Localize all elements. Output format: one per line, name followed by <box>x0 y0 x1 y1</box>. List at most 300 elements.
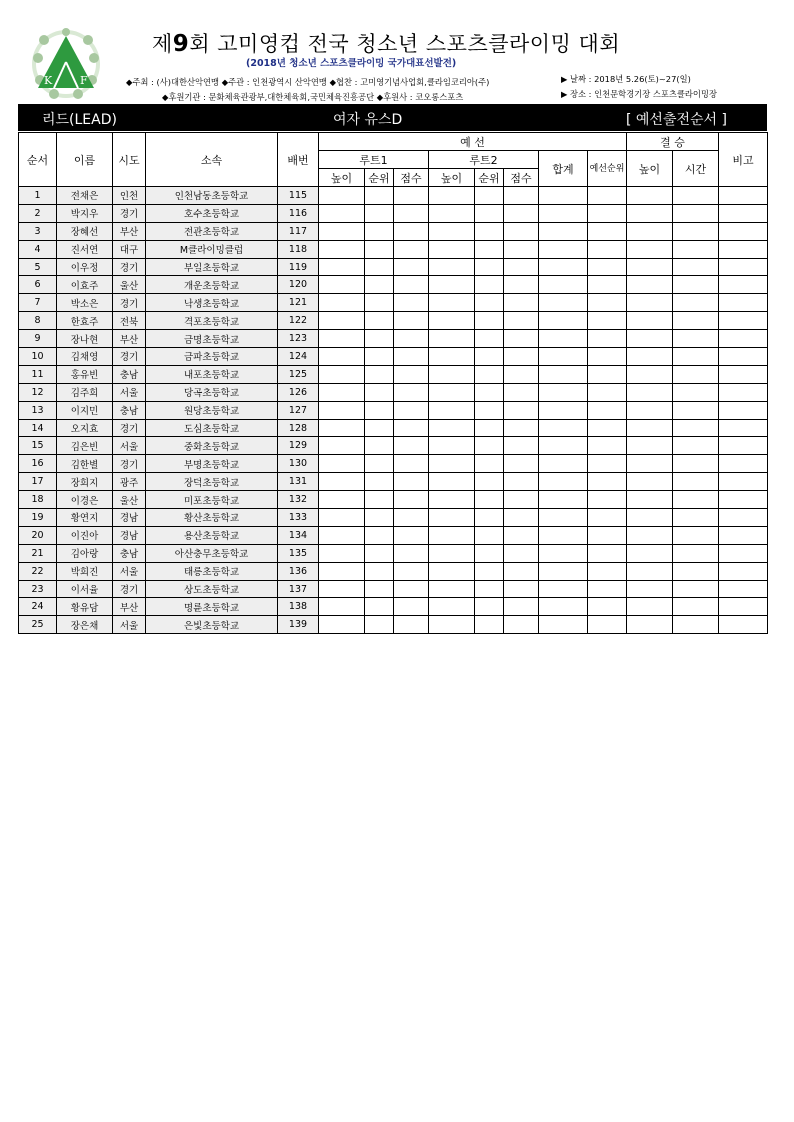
row-empty-cell <box>394 276 429 294</box>
row-empty-cell <box>719 544 768 562</box>
row-empty-cell <box>539 580 588 598</box>
row-empty-cell <box>539 330 588 348</box>
row-empty-cell <box>319 437 365 455</box>
row-empty-cell <box>673 491 719 509</box>
row-empty-cell <box>475 365 504 383</box>
row-empty-cell <box>319 580 365 598</box>
logo-letter-k: K <box>44 74 53 87</box>
row-empty-cell <box>319 258 365 276</box>
row-empty-cell <box>475 491 504 509</box>
row-empty-cell <box>394 616 429 634</box>
row-empty-cell <box>429 348 475 366</box>
row-empty-cell <box>673 222 719 240</box>
row-empty-cell <box>475 419 504 437</box>
row-empty-cell <box>365 437 394 455</box>
row-name: 이서율 <box>57 580 113 598</box>
row-empty-cell <box>627 240 673 258</box>
row-region: 서울 <box>113 437 146 455</box>
row-bib: 136 <box>278 562 319 580</box>
row-affiliation: 인천남동초등학교 <box>146 187 278 205</box>
row-empty-cell <box>475 222 504 240</box>
row-empty-cell <box>719 258 768 276</box>
row-empty-cell <box>673 240 719 258</box>
row-region: 울산 <box>113 491 146 509</box>
header-r2-height: 높이 <box>429 169 475 187</box>
row-order: 15 <box>19 437 57 455</box>
row-empty-cell <box>588 580 627 598</box>
row-region: 서울 <box>113 562 146 580</box>
row-empty-cell <box>365 383 394 401</box>
row-name: 김아랑 <box>57 544 113 562</box>
row-empty-cell <box>394 330 429 348</box>
row-empty-cell <box>475 401 504 419</box>
row-region: 경기 <box>113 204 146 222</box>
row-empty-cell <box>394 437 429 455</box>
row-empty-cell <box>504 473 539 491</box>
row-empty-cell <box>673 365 719 383</box>
row-affiliation: 금명초등학교 <box>146 330 278 348</box>
row-empty-cell <box>719 187 768 205</box>
row-empty-cell <box>673 312 719 330</box>
row-empty-cell <box>429 383 475 401</box>
row-name: 김한별 <box>57 455 113 473</box>
row-empty-cell <box>475 294 504 312</box>
row-empty-cell <box>475 526 504 544</box>
row-empty-cell <box>719 562 768 580</box>
row-affiliation: 용산초등학교 <box>146 526 278 544</box>
row-order: 14 <box>19 419 57 437</box>
row-bib: 121 <box>278 294 319 312</box>
row-empty-cell <box>504 383 539 401</box>
row-affiliation: 호수초등학교 <box>146 204 278 222</box>
row-bib: 138 <box>278 598 319 616</box>
row-empty-cell <box>394 222 429 240</box>
row-affiliation: 금파초등학교 <box>146 348 278 366</box>
row-empty-cell <box>365 616 394 634</box>
header-region: 시도 <box>113 133 146 187</box>
table-row <box>19 348 768 366</box>
row-affiliation: M클라이밍클럽 <box>146 240 278 258</box>
row-empty-cell <box>539 383 588 401</box>
row-order: 20 <box>19 526 57 544</box>
row-empty-cell <box>539 491 588 509</box>
row-empty-cell <box>588 240 627 258</box>
row-empty-cell <box>319 276 365 294</box>
row-empty-cell <box>429 419 475 437</box>
row-empty-cell <box>673 437 719 455</box>
table-row <box>19 437 768 455</box>
logo-letter-f: F <box>80 74 88 87</box>
row-name: 오지효 <box>57 419 113 437</box>
row-empty-cell <box>673 294 719 312</box>
row-empty-cell <box>365 491 394 509</box>
row-empty-cell <box>719 526 768 544</box>
row-region: 경남 <box>113 526 146 544</box>
table-row <box>19 222 768 240</box>
row-empty-cell <box>429 437 475 455</box>
row-empty-cell <box>719 276 768 294</box>
row-empty-cell <box>504 401 539 419</box>
row-name: 황연지 <box>57 509 113 527</box>
row-empty-cell <box>319 616 365 634</box>
page-title <box>152 28 620 58</box>
row-empty-cell <box>539 204 588 222</box>
row-empty-cell <box>673 544 719 562</box>
row-region: 충남 <box>113 544 146 562</box>
sponsor-info: ◆후원기관 : 문화체육관광부,대한체육회,국민체육진흥공단 ◆후원사 : 코오롱스포츠 <box>162 92 464 102</box>
row-empty-cell <box>673 401 719 419</box>
row-empty-cell <box>429 294 475 312</box>
row-empty-cell <box>365 526 394 544</box>
row-region: 부산 <box>113 222 146 240</box>
row-region: 서울 <box>113 616 146 634</box>
row-name: 김채영 <box>57 348 113 366</box>
table-row <box>19 187 768 205</box>
row-bib: 125 <box>278 365 319 383</box>
event-date: ▶ 날짜 : 2018년 5.26(토)~27(일) <box>561 74 691 84</box>
row-empty-cell <box>539 365 588 383</box>
row-empty-cell <box>319 204 365 222</box>
row-empty-cell <box>475 473 504 491</box>
row-affiliation: 황산초등학교 <box>146 509 278 527</box>
row-empty-cell <box>673 258 719 276</box>
row-empty-cell <box>539 616 588 634</box>
row-empty-cell <box>475 312 504 330</box>
row-region: 경기 <box>113 455 146 473</box>
table-row <box>19 544 768 562</box>
row-order: 2 <box>19 204 57 222</box>
row-empty-cell <box>539 598 588 616</box>
row-empty-cell <box>504 222 539 240</box>
row-affiliation: 상도초등학교 <box>146 580 278 598</box>
row-empty-cell <box>394 562 429 580</box>
row-empty-cell <box>627 204 673 222</box>
row-bib: 115 <box>278 187 319 205</box>
row-empty-cell <box>673 187 719 205</box>
row-region: 경기 <box>113 419 146 437</box>
row-empty-cell <box>365 562 394 580</box>
header-bib: 배번 <box>278 133 319 187</box>
row-bib: 126 <box>278 383 319 401</box>
row-affiliation: 당곡초등학교 <box>146 383 278 401</box>
row-empty-cell <box>394 294 429 312</box>
row-empty-cell <box>504 258 539 276</box>
row-empty-cell <box>429 598 475 616</box>
row-empty-cell <box>539 526 588 544</box>
row-empty-cell <box>673 598 719 616</box>
row-empty-cell <box>319 526 365 544</box>
row-order: 22 <box>19 562 57 580</box>
row-empty-cell <box>627 580 673 598</box>
table-row <box>19 401 768 419</box>
row-bib: 132 <box>278 491 319 509</box>
row-empty-cell <box>673 419 719 437</box>
table-row <box>19 526 768 544</box>
row-empty-cell <box>504 509 539 527</box>
row-empty-cell <box>475 544 504 562</box>
table-row <box>19 580 768 598</box>
table-row <box>19 204 768 222</box>
row-empty-cell <box>365 473 394 491</box>
row-empty-cell <box>588 383 627 401</box>
row-empty-cell <box>394 187 429 205</box>
row-bib: 117 <box>278 222 319 240</box>
row-affiliation: 도심초등학교 <box>146 419 278 437</box>
row-name: 이우정 <box>57 258 113 276</box>
row-empty-cell <box>429 526 475 544</box>
row-empty-cell <box>539 258 588 276</box>
row-empty-cell <box>539 187 588 205</box>
row-order: 23 <box>19 580 57 598</box>
table-row <box>19 509 768 527</box>
row-name: 장나현 <box>57 330 113 348</box>
table-row <box>19 294 768 312</box>
header-final: 결 승 <box>627 133 719 151</box>
row-region: 울산 <box>113 276 146 294</box>
row-empty-cell <box>394 204 429 222</box>
header-r1-score: 점수 <box>394 169 429 187</box>
row-empty-cell <box>719 383 768 401</box>
row-empty-cell <box>588 473 627 491</box>
row-empty-cell <box>365 580 394 598</box>
title-prefix: 제 <box>152 32 173 56</box>
row-empty-cell <box>429 562 475 580</box>
row-empty-cell <box>429 258 475 276</box>
row-empty-cell <box>588 222 627 240</box>
row-affiliation: 태릉초등학교 <box>146 562 278 580</box>
row-order: 11 <box>19 365 57 383</box>
row-empty-cell <box>673 509 719 527</box>
row-empty-cell <box>673 276 719 294</box>
row-empty-cell <box>719 437 768 455</box>
row-empty-cell <box>504 276 539 294</box>
row-bib: 124 <box>278 348 319 366</box>
row-order: 9 <box>19 330 57 348</box>
row-affiliation: 은빛초등학교 <box>146 616 278 634</box>
row-empty-cell <box>429 276 475 294</box>
row-empty-cell <box>504 598 539 616</box>
row-empty-cell <box>475 616 504 634</box>
row-empty-cell <box>365 187 394 205</box>
row-empty-cell <box>539 294 588 312</box>
row-region: 경기 <box>113 258 146 276</box>
row-order: 16 <box>19 455 57 473</box>
row-empty-cell <box>319 491 365 509</box>
row-empty-cell <box>588 455 627 473</box>
row-empty-cell <box>588 294 627 312</box>
row-name: 홍유빈 <box>57 365 113 383</box>
table-row <box>19 330 768 348</box>
row-empty-cell <box>429 473 475 491</box>
row-empty-cell <box>627 222 673 240</box>
row-empty-cell <box>475 258 504 276</box>
row-empty-cell <box>319 330 365 348</box>
row-empty-cell <box>673 204 719 222</box>
row-region: 충남 <box>113 401 146 419</box>
row-empty-cell <box>588 276 627 294</box>
row-name: 박지우 <box>57 204 113 222</box>
row-empty-cell <box>588 509 627 527</box>
row-empty-cell <box>365 348 394 366</box>
row-empty-cell <box>319 365 365 383</box>
row-name: 김은빈 <box>57 437 113 455</box>
row-empty-cell <box>319 240 365 258</box>
row-empty-cell <box>475 580 504 598</box>
row-empty-cell <box>475 383 504 401</box>
row-bib: 137 <box>278 580 319 598</box>
row-empty-cell <box>504 187 539 205</box>
row-empty-cell <box>627 509 673 527</box>
row-empty-cell <box>539 437 588 455</box>
row-empty-cell <box>504 562 539 580</box>
row-empty-cell <box>365 330 394 348</box>
row-empty-cell <box>429 222 475 240</box>
row-empty-cell <box>719 491 768 509</box>
row-empty-cell <box>394 419 429 437</box>
row-empty-cell <box>719 580 768 598</box>
row-empty-cell <box>539 562 588 580</box>
row-empty-cell <box>588 562 627 580</box>
row-region: 경기 <box>113 348 146 366</box>
row-empty-cell <box>588 312 627 330</box>
row-empty-cell <box>504 365 539 383</box>
row-empty-cell <box>504 526 539 544</box>
row-empty-cell <box>475 276 504 294</box>
row-affiliation: 명륜초등학교 <box>146 598 278 616</box>
row-empty-cell <box>719 294 768 312</box>
row-order: 13 <box>19 401 57 419</box>
row-empty-cell <box>475 348 504 366</box>
row-empty-cell <box>365 455 394 473</box>
row-empty-cell <box>539 509 588 527</box>
row-empty-cell <box>627 544 673 562</box>
row-empty-cell <box>475 187 504 205</box>
header-qualification: 예 선 <box>319 133 627 151</box>
table-row <box>19 258 768 276</box>
header-name: 이름 <box>57 133 113 187</box>
row-empty-cell <box>673 616 719 634</box>
row-order: 17 <box>19 473 57 491</box>
row-empty-cell <box>719 312 768 330</box>
row-empty-cell <box>719 204 768 222</box>
row-affiliation: 부명초등학교 <box>146 455 278 473</box>
row-bib: 116 <box>278 204 319 222</box>
row-empty-cell <box>365 294 394 312</box>
row-bib: 131 <box>278 473 319 491</box>
row-order: 8 <box>19 312 57 330</box>
row-affiliation: 미포초등학교 <box>146 491 278 509</box>
row-bib: 118 <box>278 240 319 258</box>
table-body <box>19 187 768 634</box>
table-row <box>19 491 768 509</box>
row-empty-cell <box>394 258 429 276</box>
event-venue: ▶ 장소 : 인천문학경기장 스포츠클라이밍장 <box>561 89 717 99</box>
row-name: 장희지 <box>57 473 113 491</box>
table-row <box>19 365 768 383</box>
row-name: 황유담 <box>57 598 113 616</box>
header-order: 순서 <box>19 133 57 187</box>
row-empty-cell <box>504 580 539 598</box>
row-bib: 133 <box>278 509 319 527</box>
row-empty-cell <box>588 258 627 276</box>
header-r2-rank: 순위 <box>475 169 504 187</box>
row-empty-cell <box>429 240 475 258</box>
row-empty-cell <box>475 455 504 473</box>
row-empty-cell <box>504 312 539 330</box>
row-affiliation: 장덕초등학교 <box>146 473 278 491</box>
row-empty-cell <box>504 455 539 473</box>
table-row <box>19 616 768 634</box>
row-empty-cell <box>394 240 429 258</box>
row-bib: 135 <box>278 544 319 562</box>
row-empty-cell <box>365 240 394 258</box>
row-empty-cell <box>673 562 719 580</box>
row-empty-cell <box>394 509 429 527</box>
row-empty-cell <box>319 401 365 419</box>
row-empty-cell <box>539 276 588 294</box>
row-empty-cell <box>627 365 673 383</box>
row-empty-cell <box>588 491 627 509</box>
row-empty-cell <box>365 544 394 562</box>
row-empty-cell <box>588 616 627 634</box>
row-empty-cell <box>365 419 394 437</box>
header-r1-height: 높이 <box>319 169 365 187</box>
row-empty-cell <box>719 365 768 383</box>
row-empty-cell <box>627 616 673 634</box>
row-order: 21 <box>19 544 57 562</box>
table-row <box>19 473 768 491</box>
subtitle: (2018년 청소년 스포츠클라이밍 국가대표선발전) <box>246 58 457 69</box>
row-empty-cell <box>365 401 394 419</box>
row-region: 경기 <box>113 294 146 312</box>
row-empty-cell <box>588 401 627 419</box>
row-name: 한효주 <box>57 312 113 330</box>
row-empty-cell <box>394 491 429 509</box>
row-order: 3 <box>19 222 57 240</box>
row-empty-cell <box>588 437 627 455</box>
row-region: 전북 <box>113 312 146 330</box>
row-empty-cell <box>429 187 475 205</box>
row-order: 4 <box>19 240 57 258</box>
row-empty-cell <box>627 526 673 544</box>
row-empty-cell <box>539 312 588 330</box>
kf-logo <box>30 28 102 100</box>
row-bib: 128 <box>278 419 319 437</box>
row-empty-cell <box>539 455 588 473</box>
row-empty-cell <box>627 437 673 455</box>
header-affiliation: 소속 <box>146 133 278 187</box>
row-empty-cell <box>539 222 588 240</box>
row-region: 충남 <box>113 365 146 383</box>
title-number: 9 <box>172 31 190 57</box>
row-bib: 119 <box>278 258 319 276</box>
row-bib: 123 <box>278 330 319 348</box>
row-empty-cell <box>319 509 365 527</box>
title-suffix: 회 고미영컵 전국 청소년 스포츠클라이밍 대회 <box>189 32 621 56</box>
row-empty-cell <box>429 580 475 598</box>
row-order: 5 <box>19 258 57 276</box>
row-empty-cell <box>719 509 768 527</box>
list-type: [ 예선출전순서 ] <box>626 112 727 128</box>
row-empty-cell <box>627 330 673 348</box>
row-bib: 130 <box>278 455 319 473</box>
row-empty-cell <box>475 204 504 222</box>
row-empty-cell <box>719 419 768 437</box>
event-name: 리드(LEAD) <box>42 112 117 128</box>
row-affiliation: 격포초등학교 <box>146 312 278 330</box>
row-empty-cell <box>627 455 673 473</box>
row-empty-cell <box>504 437 539 455</box>
